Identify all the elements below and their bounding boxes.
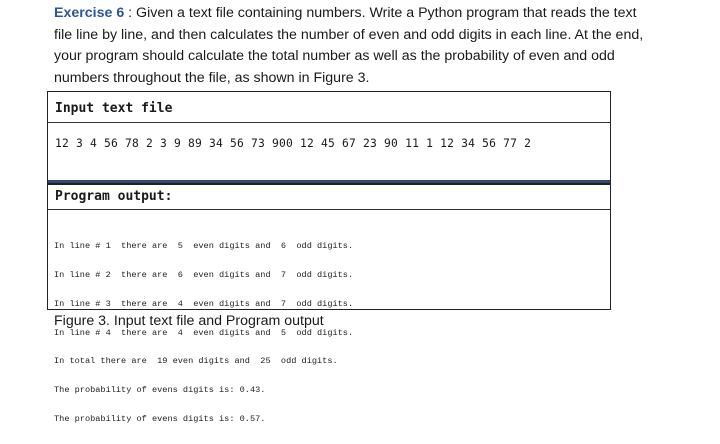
input-numbers: 12 3 4 56 78 2 3 9 89 34 56 73 900 12 45 67 23 90 11 1 12 34 56 77 2 [55,137,532,150]
output-heading: Program output: [55,189,173,204]
output-lines [54,223,353,444]
exercise-line-4: numbers throughout the file, as shown in Figure 3. [54,69,370,86]
exercise-line-3: your program should calculate the total number as well as the probability of even and odd [54,48,615,64]
figure-caption: Figure 3. Input text file and Program output [54,313,324,329]
exercise-paragraph [54,3,666,89]
input-heading-divider [48,122,610,123]
output-line: In total there are 19 even digits and 25 odd digits. [54,356,338,367]
output-heading-divider [48,209,610,210]
output-line: In line # 1 there are 5 even digits and 6 odd digits. [54,241,354,252]
exercise-line-1 [54,3,666,25]
exercise-label: Exercise 6 [54,5,125,21]
exercise-colon: : [124,5,137,21]
input-bottom-border [48,180,610,183]
output-line: The probability of evens digits is: 0.57. [54,413,266,424]
input-heading: Input text file [55,101,173,116]
input-file-box [47,91,611,184]
exercise-text-1: Given a text file containing numbers. Write a Python program that reads the text [136,5,637,21]
output-line: The probability of evens digits is: 0.43. [54,385,266,396]
exercise-line-2: file line by line, and then calculates the number of even and odd digits in each line. At the end, [54,26,644,43]
output-line: In line # 3 there are 4 even digits and 7 odd digits. [54,298,354,309]
output-line: In line # 2 there are 6 even digits and 7 odd digits. [54,269,354,280]
output-line: In line # 4 there are 4 even digits and 5 odd digits. [54,327,354,338]
